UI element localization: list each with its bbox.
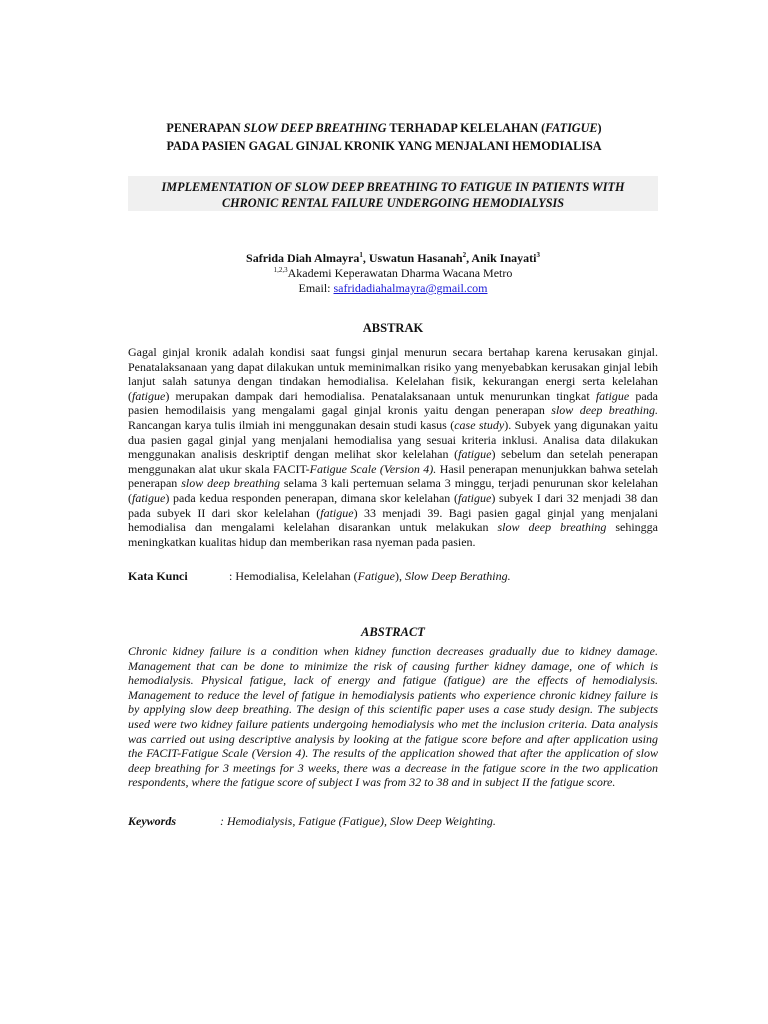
title-id-line-2: PADA PASIEN GAGAL GINJAL KRONIK YANG MENJALANI HEMODIALISA (166, 139, 602, 153)
author-affiliation: $^{1,2,3}$Akademi Keperawatan Dharma Wacana Metro (273, 266, 513, 280)
email-link[interactable]: safridadiahalmayra@gmail.com (333, 281, 488, 295)
title-en-line-1: IMPLEMENTATION OF SLOW DEEP BREATHING TO FATIGUE IN PATIENTS WITH (161, 180, 625, 194)
keywords-value: : Hemodialysis, Fatigue (Fatigue), Slow Deep Weighting. (220, 814, 496, 828)
kata-kunci-value: : Hemodialisa, Kelelahan (Fatigue), Slow Deep Berathing. (229, 569, 511, 583)
author-block (0, 251, 768, 296)
author-names: Safrida Diah Almayra$^1$, Uswatun Hasanah$^2$, Anik Inayati$^3$ (246, 251, 540, 265)
abstract-paragraph: Chronic kidney failure is a condition when kidney function decreases gradually due to kidney damage. Management that can be done to minimize the risk of causing further kidney damage, one of which is hemodialysis. Physical fatigue, lack of energy and fatigue (fatigue) are the effects of hemodialysis. Management to reduce the level of fatigue in hemodialysis patients who experience chronic kidney failure is by applying slow deep breathing. The design of this scientific paper uses a case study design. The subjects used were two kidney failure patients undergoing hemodialysis who met the inclusion criteria. Data analysis was carried out using descriptive analysis by looking at the fatigue score before and after application using the FACIT-Fatigue Scale (Version 4). The results of the application showed that after the application of slow deep breathing for 3 meetings for 3 weeks, there was a decrease in the fatigue score in the two application respondents, where the fatigue score of subject I was from 32 to 38 and in subject II the fatigue score. (128, 644, 658, 790)
abstrak-heading: ABSTRAK (362, 321, 424, 335)
abstract-heading: ABSTRACT (361, 625, 425, 639)
author-email-line: Email: safridadiahalmayra@gmail.com (298, 281, 488, 295)
kata-kunci-label: Kata Kunci (128, 569, 188, 583)
title-indonesian (0, 119, 768, 155)
title-id-line-1: PENERAPAN SLOW DEEP BREATHING TERHADAP KELELAHAN (FATIGUE) (166, 121, 602, 135)
title-en-line-2: CHRONIC RENTAL FAILURE UNDERGOING HEMODIALYSIS (221, 196, 564, 210)
abstrak-body: Gagal ginjal kronik adalah kondisi saat fungsi ginjal menurun secara bertahap karena kerusakan ginjal. Penatalaksanaan yang dapat dilakukan untuk meminimalkan risiko yang menyebabkan kerusakan ginjal lebih lanjut salah satunya dengan tindakan hemodialisa. Kelelahan fisik, kekurangan energi serta kelelahan (fatigue) merupakan dampak dari hemodialisa. Penatalaksanaan untuk menurunkan tingkat fatigue pada pasien hemodilaisis yang mengalami gagal ginjal kronis yaitu dengan penerapan slow deep breathing. Rancangan karya tulis ilmiah ini menggunakan desain studi kasus (case study). Subyek yang digunakan yaitu dua pasien gagal ginjal yang menjalani hemodialisa yang sesuai kriteria inklusi. Analisa data dilakukan menggunakan analisis deskriptif dengan melihat skor kelelahan (fatigue) sebelum dan setelah penerapan menggunakan alat ukur skala FACIT-Fatigue Scale (Version 4). Hasil penerapan menunjukkan bahwa setelah penerapan slow deep breathing selama 3 kali pertemuan selama 3 minggu, terjadi penurunan skor kelelahan (fatigue) pada kedua responden penerapan, dimana skor kelelahan (fatigue) subyek I dari 32 menjadi 38 dan pada subyek II dari skor kelelahan (fatigue) 33 menjadi 39. Bagi pasien gagal ginjal yang menjalani hemodialisa dan mengalami kelelahan disarankan untuk melakukan slow deep breathing sehingga meningkatkan kualitas hidup dan memberikan rasa nyeman pada pasien. (128, 345, 659, 549)
title-english (128, 176, 658, 211)
abstract-body (128, 644, 658, 790)
keywords-label: Keywords (128, 814, 176, 828)
